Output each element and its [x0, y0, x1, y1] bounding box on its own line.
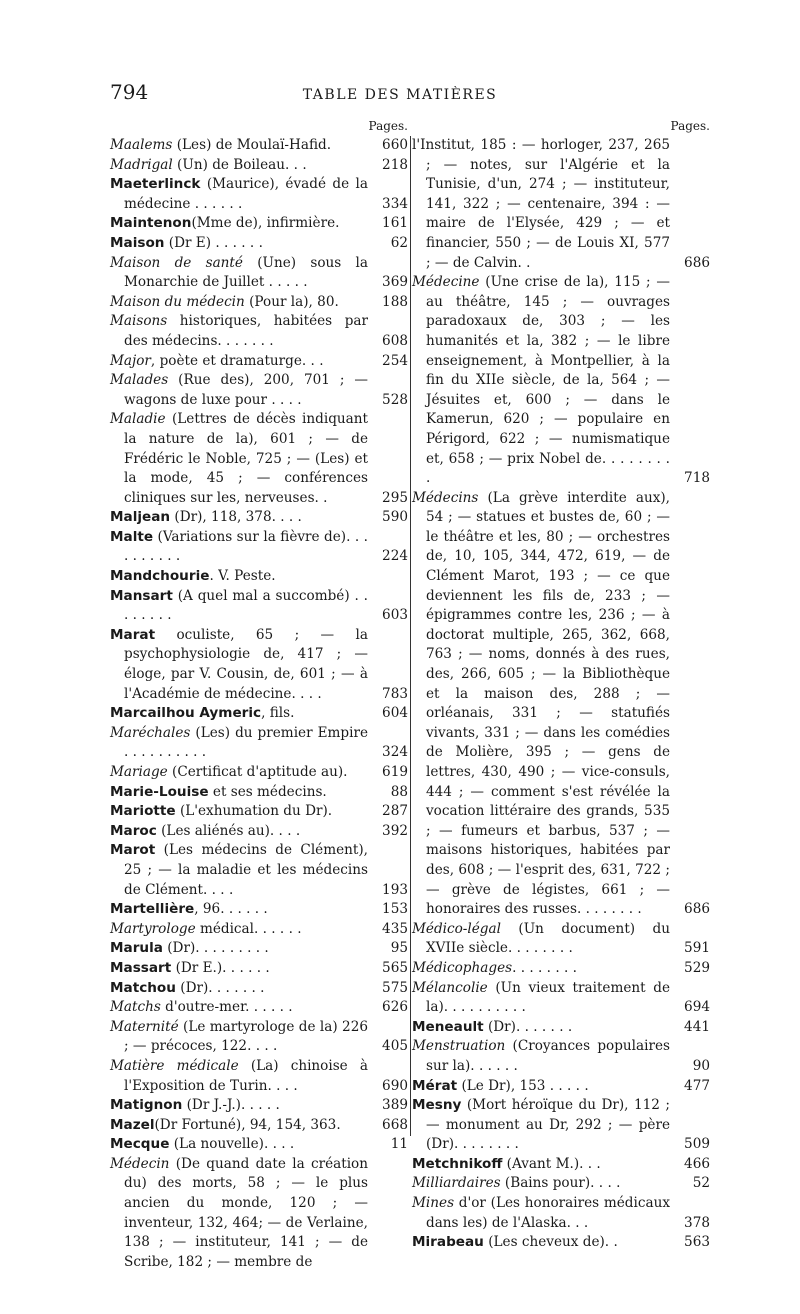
index-column-left [110, 116, 410, 1272]
entry-detail: (Mme de), infirmière. [191, 215, 340, 232]
entry-page-number: 334 [382, 195, 408, 212]
index-entry [412, 1096, 712, 1155]
entry-page-number: 660 [382, 137, 408, 153]
entry-text [110, 293, 368, 313]
entry-headword: Mandchourie [110, 568, 210, 585]
entry-page-number: 218 [382, 156, 408, 173]
entry-text [110, 234, 368, 254]
entry-page-number: 783 [382, 685, 408, 702]
entry-detail: l'Institut, 185 : — horloger, 237, 265 ; — notes, sur l'Algérie et la Tunisie, d'un, 274 ; — instituteur, 141, 322 ; — centenaire, 394 : — maire de l'Elysée, 429 ; — et financier, 550 ; — de Louis XI, 577 ; — de Calvin. . [412, 137, 670, 271]
entry-headword: Mirabeau [412, 1234, 484, 1251]
pages-label: Pages. [670, 119, 710, 133]
entry-headword: Matchou [110, 979, 176, 996]
index-entry [412, 1155, 712, 1175]
entry-text [110, 979, 368, 999]
entry-detail: . V. Peste. [209, 568, 276, 585]
entry-text [110, 920, 368, 940]
entry-detail: , 96. . . . . . [194, 901, 268, 918]
index-entry [412, 979, 712, 1018]
entry-headword: Malte [110, 528, 154, 545]
entry-detail: (A quel mal a succombé) . . . . . . . . [124, 587, 368, 624]
entry-text [110, 567, 368, 587]
entry-headword: Mélancolie [412, 979, 488, 996]
entry-text [412, 1077, 670, 1097]
entry-page-number: 153 [382, 901, 408, 918]
entry-page-number: 287 [382, 803, 408, 820]
entry-headword: Matchs [110, 999, 161, 1016]
entry-headword: Matignon [110, 1097, 183, 1114]
entry-headword: Mérat [412, 1077, 458, 1094]
entry-page-number: 686 [684, 254, 710, 271]
entry-text [412, 1096, 670, 1155]
index-entry [110, 587, 410, 626]
entry-text [110, 724, 368, 763]
entry-headword: Milliardaires [412, 1175, 501, 1192]
entry-text [110, 1018, 368, 1057]
index-entry [110, 234, 410, 254]
entry-detail: (Dr). . . . . . . . . [162, 940, 269, 957]
entry-text [110, 900, 368, 920]
entry-headword: Mines [412, 1195, 455, 1212]
entry-page-number: 694 [684, 999, 710, 1016]
entry-headword: Madrigal [110, 156, 173, 173]
entry-text [110, 1057, 368, 1096]
entry-detail: (Dr E.). . . . . . [171, 959, 270, 976]
entry-text [110, 254, 368, 293]
index-entry [110, 1096, 410, 1116]
entry-detail: (Dr), 118, 378. . . . [170, 509, 302, 526]
entry-detail: (La nouvelle). . . . [169, 1136, 295, 1153]
entry-page-number: 528 [382, 391, 408, 408]
entry-detail: (Avant M.). . . [502, 1155, 601, 1172]
entry-headword: Marot [110, 842, 156, 859]
entry-text [412, 1194, 670, 1233]
entry-headword: Maladie [110, 411, 166, 428]
entry-detail: (Les) du premier Empire . . . . . . . . . . [124, 724, 368, 761]
entry-detail: (Bains pour). . . . [500, 1175, 621, 1192]
index-entry [412, 1233, 712, 1253]
index-entry [110, 1018, 410, 1057]
entry-detail: (Un vieux traitement de la). . . . . . . . . . [426, 979, 670, 1016]
entry-headword: Médecine [412, 274, 480, 291]
entry-page-number: 224 [382, 548, 408, 565]
left-entry-list [110, 136, 410, 1272]
entry-text [110, 1116, 368, 1136]
entry-page-number: 435 [382, 920, 408, 937]
entry-detail: (Mort héroïque du Dr), 112 ; — monument au Dr, 292 ; — père (Dr). . . . . . . . [426, 1097, 670, 1153]
entry-detail: (Dr J.-J.). . . . . [182, 1097, 280, 1114]
index-entry [110, 1155, 410, 1273]
entry-text [110, 352, 368, 372]
entry-headword: Médecins [412, 489, 479, 506]
entry-page-number: 668 [382, 1116, 408, 1133]
entry-detail: (Pour la), 80. [244, 293, 339, 310]
entry-page-number: 529 [684, 959, 710, 976]
entry-headword: Médecin [110, 1155, 170, 1172]
index-column-right [412, 116, 712, 1253]
entry-text [110, 939, 368, 959]
index-entry [412, 1194, 712, 1233]
entry-headword: Maison de santé [110, 254, 243, 271]
entry-detail: (La grève interdite aux), 54 ; — statues et bustes de, 60 ; — le théâtre et les, 80 ; — orchestres de, 10, 105, 344, 472, 619, — de Clément Marot, 193 ; — ce que deviennent les fils de, 233 ; — épigrammes contre les, 236 ; — à doctorat multiple, 265, 362, 668, 763 ; — noms, donnés à des rues, des, 266, 605 ; — la Bibliothèque et la maison des, 288 ; — orléanais, 331 ; — statufiés vivants, 331 ; — dans les comédies de Molière, 395 ; — gens de lettres, 430, 490 ; — vice-consuls, 444 ; — comment s'est révélée la vocation littéraire des grands, 535 ; — fumeurs et barbus, 537 ; — maisons historiques, habitées par des, 608 ; — l'esprit des, 631, 722 ; — grève de légistes, 661 ; — honoraires des russes. . . . . . . . [426, 489, 670, 918]
entry-text [110, 998, 368, 1018]
index-entry [110, 724, 410, 763]
entry-text [412, 136, 670, 273]
entry-page-number: 90 [692, 1057, 710, 1074]
entry-detail: (L'exhumation du Dr). [175, 803, 333, 820]
entry-detail: (Les cheveux de). . [483, 1234, 618, 1251]
entry-page-number: 62 [390, 234, 408, 251]
right-entry-list [412, 136, 712, 1253]
entry-detail: (Dr E) . . . . . . [164, 234, 263, 251]
entry-detail: (Dr). . . . . . . [175, 979, 265, 996]
entry-page-number: 441 [684, 1018, 710, 1035]
pages-header-right [412, 116, 712, 136]
index-entry [110, 156, 410, 176]
entry-text [110, 841, 368, 900]
entry-headword: Maintenon [110, 215, 192, 232]
entry-headword: Maison [110, 234, 165, 251]
index-entry [110, 1116, 410, 1136]
index-entry [412, 136, 712, 273]
entry-detail: (Rue des), 200, 701 ; — wagons de luxe pour . . . . [124, 372, 368, 408]
entry-text [110, 1155, 368, 1273]
entry-text [110, 508, 368, 528]
entry-text [412, 489, 670, 920]
entry-page-number: 575 [382, 979, 408, 996]
index-entry [412, 1077, 712, 1097]
index-entry [412, 1037, 712, 1076]
entry-detail: (Dr Fortuné), 94, 154, 363. [154, 1116, 341, 1133]
entry-detail: (Certificat d'aptitude au). [167, 764, 348, 780]
entry-headword: Menstruation [412, 1038, 506, 1055]
entry-text [412, 273, 670, 489]
entry-text [110, 626, 368, 704]
entry-detail: d'or (Les honoraires médicaux dans les) de l'Alaska. . . [426, 1195, 670, 1231]
entry-headword: Maisons [110, 313, 168, 330]
entry-detail: (De quand date la création du) des morts, 58 ; — le plus ancien du monde, 120 ; — inventeur, 132, 464; — de Verlaine, 138 ; — instituteur, 141 ; — de Scribe, 182 ; — membre de [124, 1155, 368, 1270]
index-entry [110, 214, 410, 234]
entry-page-number: 477 [684, 1077, 710, 1094]
entry-headword: Maroc [110, 822, 157, 839]
entry-page-number: 718 [684, 470, 710, 487]
index-entry [110, 783, 410, 803]
entry-detail: (Le Dr), 153 . . . . . [457, 1077, 589, 1094]
entry-page-number: 193 [382, 881, 408, 898]
entry-detail: (Les) de Moulaï-Hafid. [172, 137, 332, 153]
entry-page-number: 608 [382, 332, 408, 349]
entry-detail: (Un) de Boileau. . . [172, 156, 307, 173]
entry-headword: Mariotte [110, 803, 176, 820]
index-entry [110, 371, 410, 410]
entry-page-number: 392 [382, 822, 408, 839]
index-entry [110, 352, 410, 372]
index-entry [110, 979, 410, 999]
index-entry [110, 841, 410, 900]
entry-detail: (Croyances populaires sur la). . . . . . [426, 1038, 670, 1074]
entry-headword: Maison du médecin [110, 293, 245, 310]
entry-detail: , poète et dramaturge. . . [150, 352, 324, 369]
entry-detail: d'outre-mer. . . . . . [160, 999, 293, 1016]
entry-headword: Mecque [110, 1136, 170, 1153]
column-divider [410, 136, 411, 1136]
entry-page-number: 690 [382, 1077, 408, 1094]
index-entry [110, 410, 410, 508]
entry-detail: (Dr). . . . . . . [483, 1018, 573, 1035]
index-entry [110, 626, 410, 704]
entry-page-number: 11 [390, 1136, 408, 1153]
entry-text [110, 312, 368, 351]
index-entry [110, 802, 410, 822]
entry-headword: Marula [110, 940, 163, 957]
entry-text [412, 1174, 670, 1194]
entry-page-number: 389 [382, 1097, 408, 1114]
entry-text [110, 822, 368, 842]
entry-text [110, 704, 368, 724]
entry-text [412, 1037, 670, 1076]
entry-headword: Marie-Louise [110, 783, 209, 800]
entry-headword: Malades [110, 372, 169, 389]
entry-page-number: 509 [684, 1136, 710, 1153]
entry-page-number: 324 [382, 744, 408, 761]
running-head: TABLE DES MATIÈRES [302, 87, 498, 103]
entry-page-number: 626 [382, 999, 408, 1016]
entry-text [110, 410, 368, 508]
entry-page-number: 254 [382, 352, 408, 369]
index-entry [412, 1174, 712, 1194]
entry-text [110, 959, 368, 979]
index-entry [110, 920, 410, 940]
entry-detail: (Les médecins de Clément), 25 ; — la maladie et les médecins de Clément. . . . [124, 842, 368, 898]
entry-text [412, 1018, 670, 1038]
entry-detail: (La) chinoise à l'Exposition de Turin. . . . [124, 1057, 368, 1094]
index-entry [110, 136, 410, 156]
pages-header-left [110, 116, 410, 136]
entry-headword: Mansart [110, 587, 173, 604]
entry-headword: Mariage [110, 764, 168, 780]
entry-headword: Maljean [110, 509, 171, 526]
entry-text [110, 136, 368, 156]
entry-detail: (Variations sur la fièvre de). . . . . . . . . . [124, 528, 368, 565]
entry-text [412, 1233, 670, 1253]
index-entry [110, 528, 410, 567]
entry-detail: (Un document) du XVIIe siècle. . . . . . . . [426, 920, 670, 957]
index-entry [110, 175, 410, 214]
page-number: 794 [110, 80, 149, 104]
entry-text [110, 175, 368, 214]
index-entry [412, 273, 712, 489]
index-entry [412, 959, 712, 979]
index-entry [110, 293, 410, 313]
index-entry [110, 939, 410, 959]
entry-page-number: 590 [382, 509, 408, 526]
entry-headword: Metchnikoff [412, 1155, 503, 1172]
entry-page-number: 188 [382, 293, 408, 310]
entry-headword: Martyrologe [110, 920, 196, 937]
entry-headword: Meneault [412, 1018, 484, 1035]
entry-text [412, 1155, 670, 1175]
entry-page-number: 161 [382, 215, 408, 232]
entry-page-number: 604 [382, 705, 408, 722]
entry-text [110, 1135, 368, 1155]
entry-page-number: 591 [684, 940, 710, 957]
index-entry [412, 920, 712, 959]
entry-detail: (Une) sous la Monarchie de Juillet . . . . . [124, 254, 368, 291]
entry-page-number: 295 [382, 489, 408, 506]
entry-page-number: 88 [390, 783, 408, 800]
entry-page-number: 563 [684, 1234, 710, 1251]
entry-page-number: 565 [382, 959, 408, 976]
index-entry [412, 489, 712, 920]
entry-page-number: 369 [382, 274, 408, 291]
entry-detail: historiques, habitées par des médecins. . . . . . . [124, 313, 368, 349]
index-entry [110, 567, 410, 587]
entry-page-number: 378 [684, 1214, 710, 1231]
entry-text [110, 783, 368, 803]
entry-headword: Massart [110, 959, 172, 976]
entry-headword: Martellière [110, 901, 195, 918]
index-entry [110, 959, 410, 979]
entry-headword: Matière médicale [110, 1057, 239, 1074]
entry-text [412, 979, 670, 1018]
entry-text [110, 371, 368, 410]
entry-text [412, 920, 670, 959]
entry-detail: (Lettres de décès indiquant la nature de la), 601 ; — de Frédéric le Noble, 725 ; — (Les) et la mode, 45 ; — conférences cliniques sur les, nerveuses. . [124, 411, 368, 506]
entry-headword: Mesny [412, 1097, 462, 1114]
entry-detail: (Le martyrologe de la) 226 ; — précoces, 122. . . . [124, 1018, 368, 1055]
index-entry [110, 900, 410, 920]
entry-headword: Maalems [110, 137, 173, 153]
entry-text [110, 156, 368, 176]
entry-headword: Major [110, 352, 151, 369]
entry-text [110, 802, 368, 822]
index-entry [412, 1018, 712, 1038]
index-entry [110, 1057, 410, 1096]
index-entry [110, 822, 410, 842]
entry-detail: médical. . . . . . [195, 920, 302, 937]
entry-page-number: 686 [684, 901, 710, 918]
entry-page-number: 603 [382, 607, 408, 624]
index-entry [110, 312, 410, 351]
entry-headword: Maternité [110, 1018, 179, 1035]
index-entry [110, 1135, 410, 1155]
entry-text [110, 587, 368, 626]
entry-detail: et ses médecins. [208, 783, 327, 800]
index-entry [110, 508, 410, 528]
entry-detail: (Les aliénés au). . . . [156, 822, 301, 839]
entry-headword: Maeterlinck [110, 176, 201, 193]
entry-text [110, 763, 368, 783]
entry-headword: Marat [110, 626, 156, 643]
index-entry [110, 998, 410, 1018]
entry-page-number: 95 [390, 940, 408, 957]
entry-headword: Mazel [110, 1116, 155, 1133]
entry-page-number: 619 [382, 764, 408, 780]
entry-headword: Médico-légal [412, 920, 501, 937]
entry-detail: oculiste, 65 ; — la psychophysiologie de, 417 ; — éloge, par V. Cousin, de, 601 ; — à l'Académie de médecine. . . . [124, 626, 368, 702]
entry-headword: Marcailhou Aymeric [110, 705, 262, 722]
entry-text [110, 1096, 368, 1116]
entry-page-number: 52 [692, 1175, 710, 1192]
entry-text [412, 959, 670, 979]
entry-page-number: 405 [382, 1038, 408, 1055]
entry-detail: . . . . . . . . [512, 959, 577, 976]
entry-page-number: 466 [684, 1155, 710, 1172]
index-entry [110, 763, 410, 783]
entry-headword: Maréchales [110, 724, 191, 741]
entry-detail: , fils. [261, 705, 295, 722]
entry-detail: (Une crise de la), 115 ; — au théâtre, 145 ; — ouvrages paradoxaux de, 303 ; — les humanités et la, 382 ; — le libre enseignement, à Montpellier, à la fin du XIIe siècle, de la, 564 ; — Jésuites et, 600 ; — dans le Kamerun, 620 ; — populaire en Périgord, 622 ; — numismatique et, 658 ; — prix Nobel de. . . . . . . . . [426, 274, 670, 487]
entry-headword: Médicophages [412, 959, 513, 976]
pages-label: Pages. [368, 119, 408, 133]
index-entry [110, 254, 410, 293]
entry-text [110, 214, 368, 234]
entry-text [110, 528, 368, 567]
entry-detail: (Maurice), évadé de la médecine . . . . . . [124, 176, 368, 212]
index-entry [110, 704, 410, 724]
